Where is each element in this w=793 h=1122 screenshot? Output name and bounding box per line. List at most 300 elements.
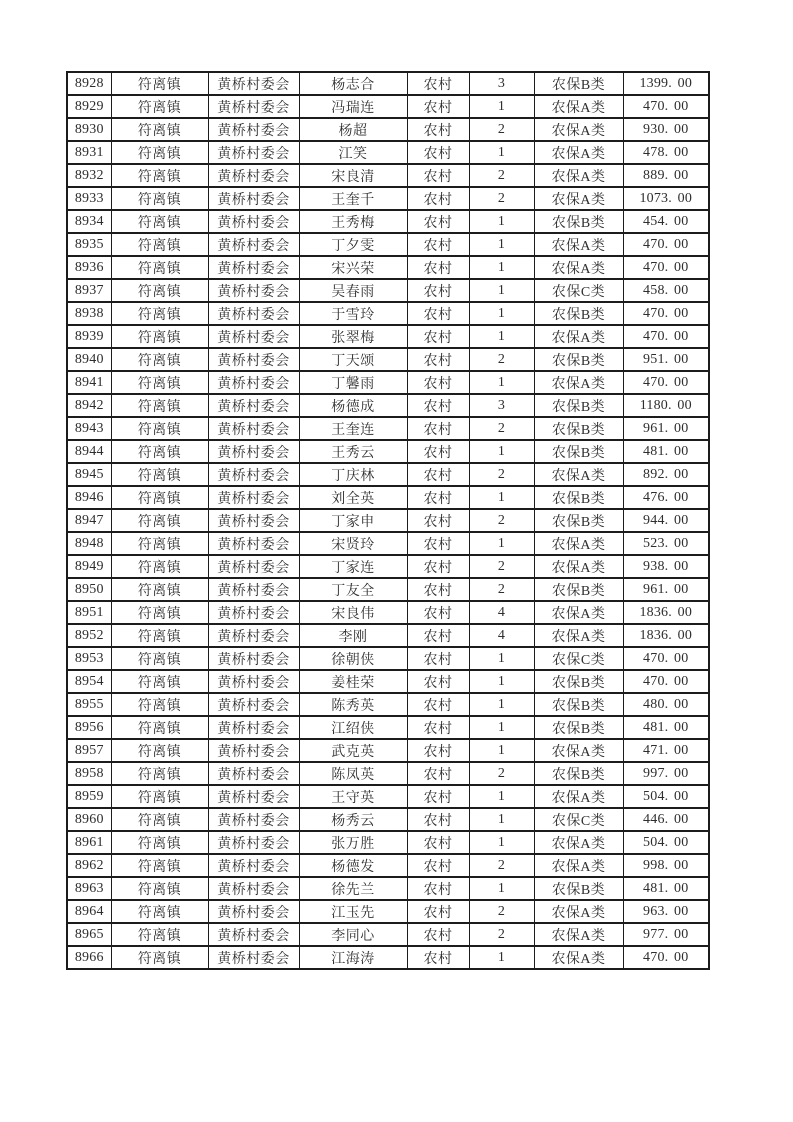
table-row bbox=[67, 739, 709, 762]
cell-town: 符离镇 bbox=[111, 877, 208, 900]
cell-residence_type: 农村 bbox=[407, 555, 469, 578]
cell-person_count: 2 bbox=[469, 164, 534, 187]
cell-amount: 963. 00 bbox=[623, 900, 709, 923]
cell-id: 8932 bbox=[67, 164, 111, 187]
cell-insurance_category: 农保C类 bbox=[534, 808, 623, 831]
cell-name: 陈凤英 bbox=[299, 762, 407, 785]
cell-amount: 977. 00 bbox=[623, 923, 709, 946]
cell-person_count: 1 bbox=[469, 785, 534, 808]
cell-name: 宋良清 bbox=[299, 164, 407, 187]
cell-residence_type: 农村 bbox=[407, 394, 469, 417]
table-row bbox=[67, 578, 709, 601]
cell-amount: 478. 00 bbox=[623, 141, 709, 164]
cell-name: 吴春雨 bbox=[299, 279, 407, 302]
table-row bbox=[67, 877, 709, 900]
cell-person_count: 2 bbox=[469, 187, 534, 210]
cell-residence_type: 农村 bbox=[407, 578, 469, 601]
cell-insurance_category: 农保B类 bbox=[534, 693, 623, 716]
cell-name: 徐先兰 bbox=[299, 877, 407, 900]
cell-id: 8942 bbox=[67, 394, 111, 417]
cell-amount: 470. 00 bbox=[623, 371, 709, 394]
cell-id: 8931 bbox=[67, 141, 111, 164]
cell-id: 8956 bbox=[67, 716, 111, 739]
cell-amount: 997. 00 bbox=[623, 762, 709, 785]
cell-insurance_category: 农保A类 bbox=[534, 371, 623, 394]
cell-village: 黄桥村委会 bbox=[208, 739, 299, 762]
table-row bbox=[67, 532, 709, 555]
cell-name: 王秀梅 bbox=[299, 210, 407, 233]
cell-village: 黄桥村委会 bbox=[208, 532, 299, 555]
cell-amount: 504. 00 bbox=[623, 831, 709, 854]
cell-name: 宋贤玲 bbox=[299, 532, 407, 555]
cell-id: 8959 bbox=[67, 785, 111, 808]
cell-id: 8945 bbox=[67, 463, 111, 486]
table-row bbox=[67, 256, 709, 279]
cell-town: 符离镇 bbox=[111, 118, 208, 141]
cell-person_count: 2 bbox=[469, 463, 534, 486]
cell-town: 符离镇 bbox=[111, 486, 208, 509]
cell-person_count: 1 bbox=[469, 739, 534, 762]
cell-insurance_category: 农保A类 bbox=[534, 831, 623, 854]
cell-id: 8940 bbox=[67, 348, 111, 371]
cell-residence_type: 农村 bbox=[407, 371, 469, 394]
cell-person_count: 2 bbox=[469, 118, 534, 141]
cell-village: 黄桥村委会 bbox=[208, 279, 299, 302]
cell-insurance_category: 农保A类 bbox=[534, 164, 623, 187]
cell-village: 黄桥村委会 bbox=[208, 854, 299, 877]
cell-amount: 1073. 00 bbox=[623, 187, 709, 210]
cell-residence_type: 农村 bbox=[407, 417, 469, 440]
cell-residence_type: 农村 bbox=[407, 716, 469, 739]
cell-id: 8941 bbox=[67, 371, 111, 394]
cell-town: 符离镇 bbox=[111, 210, 208, 233]
cell-person_count: 1 bbox=[469, 486, 534, 509]
cell-village: 黄桥村委会 bbox=[208, 762, 299, 785]
cell-residence_type: 农村 bbox=[407, 509, 469, 532]
table-body bbox=[67, 72, 709, 969]
cell-amount: 458. 00 bbox=[623, 279, 709, 302]
cell-insurance_category: 农保A类 bbox=[534, 118, 623, 141]
cell-village: 黄桥村委会 bbox=[208, 210, 299, 233]
table-row bbox=[67, 716, 709, 739]
cell-town: 符离镇 bbox=[111, 785, 208, 808]
table-row bbox=[67, 808, 709, 831]
cell-id: 8955 bbox=[67, 693, 111, 716]
cell-insurance_category: 农保A类 bbox=[534, 95, 623, 118]
cell-insurance_category: 农保A类 bbox=[534, 325, 623, 348]
cell-person_count: 1 bbox=[469, 371, 534, 394]
table-row bbox=[67, 164, 709, 187]
cell-id: 8929 bbox=[67, 95, 111, 118]
cell-name: 刘全英 bbox=[299, 486, 407, 509]
cell-id: 8962 bbox=[67, 854, 111, 877]
cell-residence_type: 农村 bbox=[407, 325, 469, 348]
cell-village: 黄桥村委会 bbox=[208, 716, 299, 739]
cell-person_count: 3 bbox=[469, 394, 534, 417]
cell-residence_type: 农村 bbox=[407, 601, 469, 624]
cell-town: 符离镇 bbox=[111, 440, 208, 463]
cell-insurance_category: 农保A类 bbox=[534, 854, 623, 877]
cell-name: 杨超 bbox=[299, 118, 407, 141]
cell-village: 黄桥村委会 bbox=[208, 555, 299, 578]
cell-name: 王奎千 bbox=[299, 187, 407, 210]
cell-village: 黄桥村委会 bbox=[208, 302, 299, 325]
cell-name: 丁庆林 bbox=[299, 463, 407, 486]
cell-town: 符离镇 bbox=[111, 256, 208, 279]
cell-name: 杨秀云 bbox=[299, 808, 407, 831]
cell-residence_type: 农村 bbox=[407, 233, 469, 256]
cell-residence_type: 农村 bbox=[407, 946, 469, 969]
cell-person_count: 2 bbox=[469, 509, 534, 532]
cell-insurance_category: 农保A类 bbox=[534, 532, 623, 555]
cell-amount: 1180. 00 bbox=[623, 394, 709, 417]
cell-insurance_category: 农保B类 bbox=[534, 440, 623, 463]
cell-insurance_category: 农保B类 bbox=[534, 670, 623, 693]
cell-amount: 481. 00 bbox=[623, 877, 709, 900]
cell-residence_type: 农村 bbox=[407, 302, 469, 325]
cell-insurance_category: 农保A类 bbox=[534, 233, 623, 256]
cell-village: 黄桥村委会 bbox=[208, 624, 299, 647]
cell-person_count: 1 bbox=[469, 141, 534, 164]
cell-amount: 470. 00 bbox=[623, 647, 709, 670]
cell-town: 符离镇 bbox=[111, 532, 208, 555]
cell-village: 黄桥村委会 bbox=[208, 900, 299, 923]
cell-town: 符离镇 bbox=[111, 509, 208, 532]
cell-village: 黄桥村委会 bbox=[208, 394, 299, 417]
table-row bbox=[67, 785, 709, 808]
cell-amount: 470. 00 bbox=[623, 302, 709, 325]
cell-id: 8961 bbox=[67, 831, 111, 854]
cell-insurance_category: 农保A类 bbox=[534, 946, 623, 969]
table-row bbox=[67, 279, 709, 302]
cell-person_count: 4 bbox=[469, 624, 534, 647]
cell-town: 符离镇 bbox=[111, 555, 208, 578]
cell-name: 丁天颂 bbox=[299, 348, 407, 371]
cell-id: 8948 bbox=[67, 532, 111, 555]
cell-amount: 930. 00 bbox=[623, 118, 709, 141]
cell-residence_type: 农村 bbox=[407, 854, 469, 877]
cell-village: 黄桥村委会 bbox=[208, 601, 299, 624]
cell-insurance_category: 农保C类 bbox=[534, 647, 623, 670]
cell-amount: 998. 00 bbox=[623, 854, 709, 877]
cell-insurance_category: 农保B类 bbox=[534, 302, 623, 325]
cell-village: 黄桥村委会 bbox=[208, 164, 299, 187]
cell-id: 8963 bbox=[67, 877, 111, 900]
cell-village: 黄桥村委会 bbox=[208, 693, 299, 716]
cell-insurance_category: 农保B类 bbox=[534, 877, 623, 900]
cell-name: 王秀云 bbox=[299, 440, 407, 463]
cell-person_count: 2 bbox=[469, 578, 534, 601]
cell-amount: 1836. 00 bbox=[623, 601, 709, 624]
cell-amount: 481. 00 bbox=[623, 716, 709, 739]
cell-insurance_category: 农保C类 bbox=[534, 279, 623, 302]
cell-name: 杨德成 bbox=[299, 394, 407, 417]
cell-id: 8946 bbox=[67, 486, 111, 509]
table-row bbox=[67, 187, 709, 210]
cell-name: 武克英 bbox=[299, 739, 407, 762]
cell-town: 符离镇 bbox=[111, 831, 208, 854]
cell-residence_type: 农村 bbox=[407, 256, 469, 279]
cell-id: 8933 bbox=[67, 187, 111, 210]
cell-amount: 470. 00 bbox=[623, 233, 709, 256]
cell-amount: 951. 00 bbox=[623, 348, 709, 371]
cell-insurance_category: 农保B类 bbox=[534, 417, 623, 440]
cell-person_count: 1 bbox=[469, 233, 534, 256]
cell-town: 符离镇 bbox=[111, 279, 208, 302]
cell-insurance_category: 农保A类 bbox=[534, 256, 623, 279]
cell-village: 黄桥村委会 bbox=[208, 371, 299, 394]
table-row bbox=[67, 394, 709, 417]
cell-amount: 938. 00 bbox=[623, 555, 709, 578]
table-row bbox=[67, 946, 709, 969]
cell-amount: 1399. 00 bbox=[623, 72, 709, 95]
cell-residence_type: 农村 bbox=[407, 532, 469, 555]
cell-village: 黄桥村委会 bbox=[208, 578, 299, 601]
cell-residence_type: 农村 bbox=[407, 785, 469, 808]
cell-id: 8936 bbox=[67, 256, 111, 279]
cell-person_count: 1 bbox=[469, 808, 534, 831]
cell-id: 8953 bbox=[67, 647, 111, 670]
cell-person_count: 1 bbox=[469, 302, 534, 325]
cell-residence_type: 农村 bbox=[407, 900, 469, 923]
table-row bbox=[67, 233, 709, 256]
cell-village: 黄桥村委会 bbox=[208, 946, 299, 969]
cell-town: 符离镇 bbox=[111, 141, 208, 164]
cell-insurance_category: 农保A类 bbox=[534, 923, 623, 946]
cell-town: 符离镇 bbox=[111, 325, 208, 348]
table-row bbox=[67, 670, 709, 693]
cell-person_count: 1 bbox=[469, 440, 534, 463]
cell-insurance_category: 农保A类 bbox=[534, 463, 623, 486]
cell-id: 8943 bbox=[67, 417, 111, 440]
cell-name: 王守英 bbox=[299, 785, 407, 808]
cell-village: 黄桥村委会 bbox=[208, 808, 299, 831]
table-row bbox=[67, 440, 709, 463]
cell-village: 黄桥村委会 bbox=[208, 348, 299, 371]
cell-name: 丁家申 bbox=[299, 509, 407, 532]
cell-name: 江海涛 bbox=[299, 946, 407, 969]
table-row bbox=[67, 325, 709, 348]
cell-insurance_category: 农保B类 bbox=[534, 716, 623, 739]
cell-village: 黄桥村委会 bbox=[208, 417, 299, 440]
cell-insurance_category: 农保A类 bbox=[534, 141, 623, 164]
table-row bbox=[67, 647, 709, 670]
cell-insurance_category: 农保A类 bbox=[534, 601, 623, 624]
cell-name: 姜桂荣 bbox=[299, 670, 407, 693]
cell-insurance_category: 农保A类 bbox=[534, 900, 623, 923]
cell-town: 符离镇 bbox=[111, 187, 208, 210]
cell-village: 黄桥村委会 bbox=[208, 831, 299, 854]
cell-amount: 1836. 00 bbox=[623, 624, 709, 647]
cell-name: 丁夕雯 bbox=[299, 233, 407, 256]
cell-amount: 470. 00 bbox=[623, 325, 709, 348]
cell-id: 8930 bbox=[67, 118, 111, 141]
cell-residence_type: 农村 bbox=[407, 624, 469, 647]
cell-residence_type: 农村 bbox=[407, 693, 469, 716]
table-row bbox=[67, 509, 709, 532]
table-row bbox=[67, 118, 709, 141]
cell-insurance_category: 农保B类 bbox=[534, 394, 623, 417]
cell-name: 宋良伟 bbox=[299, 601, 407, 624]
table-row bbox=[67, 72, 709, 95]
cell-name: 江绍侠 bbox=[299, 716, 407, 739]
cell-id: 8950 bbox=[67, 578, 111, 601]
cell-residence_type: 农村 bbox=[407, 463, 469, 486]
cell-name: 李刚 bbox=[299, 624, 407, 647]
cell-residence_type: 农村 bbox=[407, 72, 469, 95]
cell-amount: 961. 00 bbox=[623, 578, 709, 601]
cell-id: 8949 bbox=[67, 555, 111, 578]
cell-town: 符离镇 bbox=[111, 394, 208, 417]
cell-village: 黄桥村委会 bbox=[208, 877, 299, 900]
cell-id: 8957 bbox=[67, 739, 111, 762]
cell-amount: 471. 00 bbox=[623, 739, 709, 762]
cell-person_count: 1 bbox=[469, 210, 534, 233]
cell-amount: 481. 00 bbox=[623, 440, 709, 463]
cell-id: 8965 bbox=[67, 923, 111, 946]
cell-town: 符离镇 bbox=[111, 923, 208, 946]
table-row bbox=[67, 854, 709, 877]
cell-residence_type: 农村 bbox=[407, 670, 469, 693]
table-row bbox=[67, 95, 709, 118]
cell-person_count: 1 bbox=[469, 532, 534, 555]
cell-amount: 889. 00 bbox=[623, 164, 709, 187]
cell-insurance_category: 农保B类 bbox=[534, 509, 623, 532]
cell-name: 丁友全 bbox=[299, 578, 407, 601]
cell-id: 8935 bbox=[67, 233, 111, 256]
cell-town: 符离镇 bbox=[111, 946, 208, 969]
table-row bbox=[67, 463, 709, 486]
cell-id: 8934 bbox=[67, 210, 111, 233]
cell-residence_type: 农村 bbox=[407, 118, 469, 141]
cell-village: 黄桥村委会 bbox=[208, 325, 299, 348]
cell-residence_type: 农村 bbox=[407, 440, 469, 463]
cell-residence_type: 农村 bbox=[407, 647, 469, 670]
cell-town: 符离镇 bbox=[111, 233, 208, 256]
cell-amount: 470. 00 bbox=[623, 670, 709, 693]
cell-person_count: 1 bbox=[469, 693, 534, 716]
cell-person_count: 2 bbox=[469, 923, 534, 946]
cell-village: 黄桥村委会 bbox=[208, 141, 299, 164]
cell-town: 符离镇 bbox=[111, 371, 208, 394]
table-row bbox=[67, 371, 709, 394]
cell-town: 符离镇 bbox=[111, 164, 208, 187]
cell-insurance_category: 农保B类 bbox=[534, 210, 623, 233]
table-row bbox=[67, 486, 709, 509]
cell-id: 8944 bbox=[67, 440, 111, 463]
cell-name: 冯瑞连 bbox=[299, 95, 407, 118]
cell-amount: 480. 00 bbox=[623, 693, 709, 716]
cell-amount: 446. 00 bbox=[623, 808, 709, 831]
cell-person_count: 2 bbox=[469, 348, 534, 371]
cell-name: 丁馨雨 bbox=[299, 371, 407, 394]
cell-name: 张万胜 bbox=[299, 831, 407, 854]
cell-residence_type: 农村 bbox=[407, 164, 469, 187]
cell-village: 黄桥村委会 bbox=[208, 486, 299, 509]
cell-town: 符离镇 bbox=[111, 900, 208, 923]
table-row bbox=[67, 624, 709, 647]
cell-village: 黄桥村委会 bbox=[208, 647, 299, 670]
cell-amount: 892. 00 bbox=[623, 463, 709, 486]
cell-person_count: 1 bbox=[469, 279, 534, 302]
cell-residence_type: 农村 bbox=[407, 486, 469, 509]
cell-village: 黄桥村委会 bbox=[208, 187, 299, 210]
cell-name: 宋兴荣 bbox=[299, 256, 407, 279]
cell-town: 符离镇 bbox=[111, 578, 208, 601]
cell-id: 8939 bbox=[67, 325, 111, 348]
cell-amount: 523. 00 bbox=[623, 532, 709, 555]
cell-town: 符离镇 bbox=[111, 670, 208, 693]
cell-amount: 470. 00 bbox=[623, 95, 709, 118]
cell-id: 8937 bbox=[67, 279, 111, 302]
cell-insurance_category: 农保A类 bbox=[534, 624, 623, 647]
cell-person_count: 2 bbox=[469, 900, 534, 923]
table-row bbox=[67, 348, 709, 371]
cell-residence_type: 农村 bbox=[407, 739, 469, 762]
cell-insurance_category: 农保B类 bbox=[534, 348, 623, 371]
cell-person_count: 2 bbox=[469, 762, 534, 785]
cell-name: 徐朝侠 bbox=[299, 647, 407, 670]
cell-village: 黄桥村委会 bbox=[208, 440, 299, 463]
cell-id: 8958 bbox=[67, 762, 111, 785]
cell-name: 江玉先 bbox=[299, 900, 407, 923]
cell-insurance_category: 农保B类 bbox=[534, 72, 623, 95]
cell-town: 符离镇 bbox=[111, 647, 208, 670]
table-row bbox=[67, 831, 709, 854]
cell-id: 8928 bbox=[67, 72, 111, 95]
cell-amount: 476. 00 bbox=[623, 486, 709, 509]
table-row bbox=[67, 601, 709, 624]
table-row bbox=[67, 693, 709, 716]
cell-village: 黄桥村委会 bbox=[208, 95, 299, 118]
cell-id: 8951 bbox=[67, 601, 111, 624]
cell-village: 黄桥村委会 bbox=[208, 256, 299, 279]
cell-village: 黄桥村委会 bbox=[208, 923, 299, 946]
cell-town: 符离镇 bbox=[111, 348, 208, 371]
cell-residence_type: 农村 bbox=[407, 95, 469, 118]
cell-residence_type: 农村 bbox=[407, 877, 469, 900]
cell-person_count: 1 bbox=[469, 946, 534, 969]
cell-id: 8966 bbox=[67, 946, 111, 969]
cell-insurance_category: 农保A类 bbox=[534, 739, 623, 762]
cell-town: 符离镇 bbox=[111, 302, 208, 325]
cell-residence_type: 农村 bbox=[407, 187, 469, 210]
cell-id: 8964 bbox=[67, 900, 111, 923]
table-row bbox=[67, 141, 709, 164]
cell-person_count: 1 bbox=[469, 670, 534, 693]
cell-town: 符离镇 bbox=[111, 624, 208, 647]
cell-village: 黄桥村委会 bbox=[208, 72, 299, 95]
cell-person_count: 3 bbox=[469, 72, 534, 95]
table-row bbox=[67, 555, 709, 578]
cell-id: 8960 bbox=[67, 808, 111, 831]
cell-town: 符离镇 bbox=[111, 762, 208, 785]
table-row bbox=[67, 417, 709, 440]
cell-id: 8954 bbox=[67, 670, 111, 693]
cell-amount: 454. 00 bbox=[623, 210, 709, 233]
cell-name: 丁家连 bbox=[299, 555, 407, 578]
cell-residence_type: 农村 bbox=[407, 210, 469, 233]
cell-town: 符离镇 bbox=[111, 95, 208, 118]
cell-town: 符离镇 bbox=[111, 601, 208, 624]
cell-id: 8938 bbox=[67, 302, 111, 325]
cell-name: 陈秀英 bbox=[299, 693, 407, 716]
cell-person_count: 2 bbox=[469, 417, 534, 440]
cell-insurance_category: 农保B类 bbox=[534, 578, 623, 601]
cell-person_count: 1 bbox=[469, 877, 534, 900]
cell-town: 符离镇 bbox=[111, 854, 208, 877]
cell-person_count: 2 bbox=[469, 555, 534, 578]
